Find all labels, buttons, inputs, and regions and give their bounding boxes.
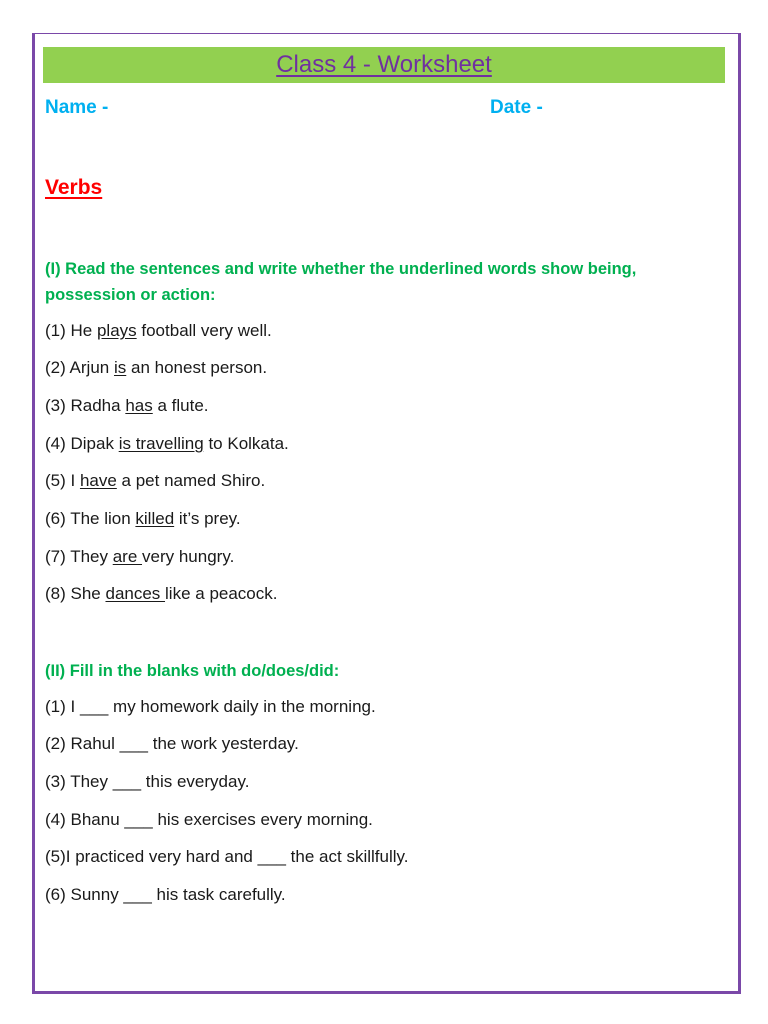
fill-blank-item: (1) I ___ my homework daily in the morning.: [45, 697, 376, 716]
sentence-item: [45, 509, 241, 529]
fill-blank-item: (6) Sunny ___ his task carefully.: [45, 885, 286, 904]
section1-instruction: (I) Read the sentences and write whether the underlined words show being, possession or action:: [45, 260, 637, 304]
underlined-word: plays: [96, 321, 137, 340]
name-label: Name -: [45, 97, 109, 118]
sentence-text: (1) He: [45, 321, 97, 340]
title-bar: [43, 47, 725, 83]
sentence-text: (8) She: [45, 584, 106, 603]
underlined-word: killed: [135, 509, 175, 528]
topic-heading: Verbs: [45, 176, 103, 199]
worksheet-title: Class 4 - Worksheet: [276, 51, 492, 78]
sentence-item: [45, 547, 234, 567]
sentence-text: it’s prey.: [174, 509, 241, 528]
fill-blank-item: (5)I practiced very hard and ___ the act skillfully.: [45, 847, 409, 866]
fill-blank-item: (4) Bhanu ___ his exercises every morning.: [45, 810, 373, 829]
sentence-text: (4) Dipak: [45, 434, 119, 453]
sentence-text: to Kolkata.: [203, 434, 289, 453]
sentence-text: a pet named Shiro.: [116, 471, 266, 490]
underlined-word: dances: [105, 584, 166, 603]
date-label: Date -: [490, 97, 543, 118]
fill-blank-item: (2) Rahul ___ the work yesterday.: [45, 734, 299, 753]
sentence-text: (7) They: [45, 547, 113, 566]
underlined-word: has: [125, 396, 153, 415]
underlined-word: is: [113, 358, 127, 377]
sentence-text: (2) Arjun: [45, 358, 114, 377]
underlined-word: are: [112, 547, 143, 566]
underlined-word: is travelling: [118, 434, 204, 453]
sentence-item: [45, 584, 277, 604]
section2-instruction: (II) Fill in the blanks with do/does/did:: [45, 662, 340, 680]
fill-blank-item: (3) They ___ this everyday.: [45, 772, 250, 791]
sentence-item: [45, 471, 265, 491]
sentence-text: (5) I: [45, 471, 80, 490]
sentence-text: a flute.: [152, 396, 209, 415]
sentence-text: football very well.: [136, 321, 272, 340]
underlined-word: have: [79, 471, 117, 490]
sentence-item: [45, 358, 267, 378]
sentence-text: an honest person.: [126, 358, 268, 377]
sentence-text: very hungry.: [142, 547, 235, 566]
sentence-item: [45, 396, 209, 416]
sentence-text: like a peacock.: [165, 584, 278, 603]
sentence-text: (3) Radha: [45, 396, 126, 415]
sentence-text: (6) The lion: [45, 509, 136, 528]
sentence-item: [45, 434, 289, 454]
sentence-item: [45, 321, 272, 341]
